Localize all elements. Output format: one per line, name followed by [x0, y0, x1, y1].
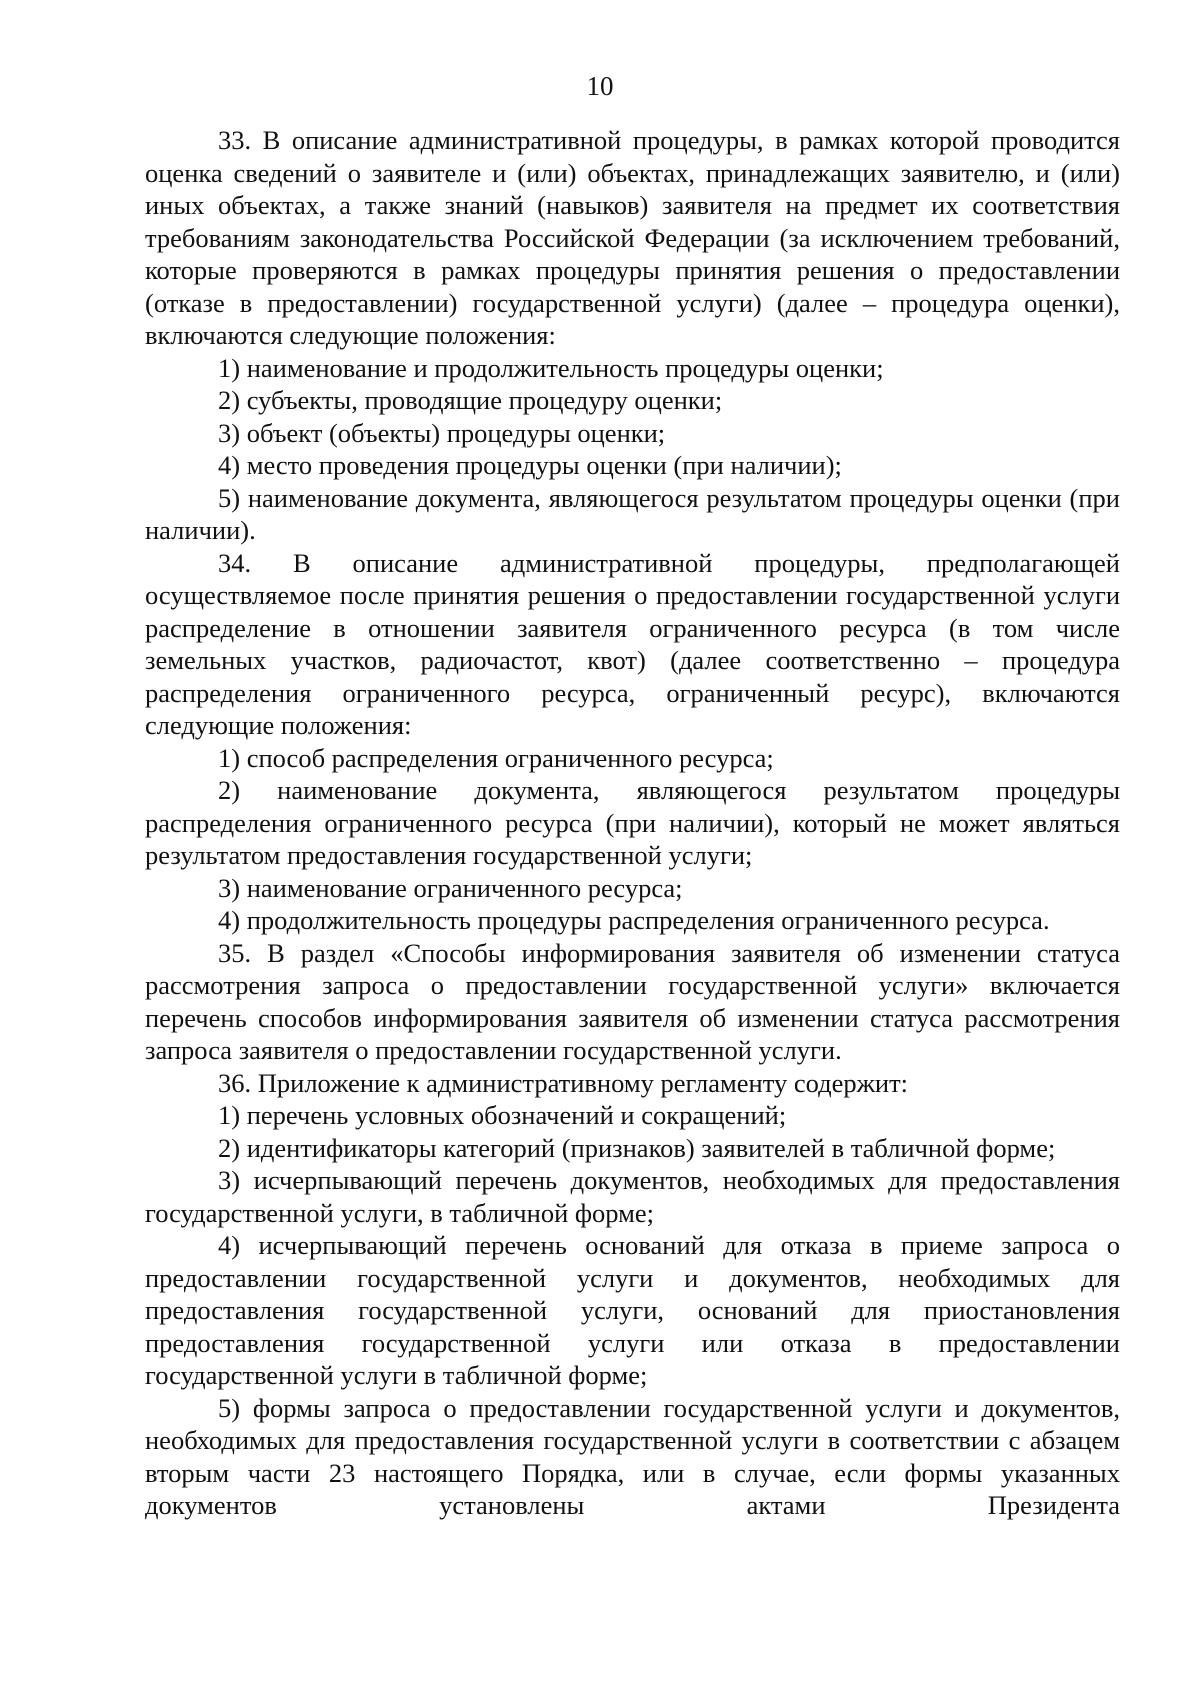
list-item: 4) место проведения процедуры оценки (при наличии); — [218, 450, 842, 480]
list-item: 1) наименование и продолжительность процедуры оценки; — [218, 352, 884, 383]
paragraph-35: 35. В раздел «Способы информирования заявителя об изменении статуса рассмотрения запроса о предоставлении государственной услуги» включается перечень способов информирования заявителя об изменении статуса рассмотрения запроса заявителя о предоставлении государственной услуги. — [145, 937, 1120, 1065]
list-item: 3) исчерпывающий перечень документов, необходимых для предоставления государственной услуги, в табличной форме; — [145, 1165, 1120, 1228]
paragraph-36: 36. Приложение к административному регламенту содержит: — [218, 1067, 909, 1098]
page-number: 10 — [586, 71, 614, 101]
list-item: 2) субъекты, проводящие процедуру оценки; — [218, 385, 723, 415]
list-item: 2) идентификаторы категорий (признаков) заявителей в табличной форме; — [218, 1132, 1056, 1163]
list-item: 3) наименование ограниченного ресурса; — [218, 872, 683, 903]
paragraph-34: 34. В описание административной процедуры, предполагающей осуществляемое после принятия решения о предоставлении государственной услуги распределение в отношении заявителя ограниченного ресурса (в том числе земельных участков, радиочастот, квот) (далее соответственно – процедура распределения ограниченного ресурса, ограниченный ресурс), включаются следующие положения: — [145, 547, 1120, 740]
list-item: 4) продолжительность процедуры распределения ограниченного ресурса. — [218, 905, 1050, 935]
list-item: 5) наименование документа, являющегося результатом процедуры оценки (при наличии). — [145, 482, 1120, 545]
list-item: 4) исчерпывающий перечень оснований для отказа в приеме запроса о предоставлении государственной услуги и документов, необходимых для предоставления государственной услуги, оснований для приостановления предоставления государственной услуги или отказа в предоставлении государственной услуги в табличной форме; — [145, 1230, 1120, 1390]
paragraph-33: 33. В описание административной процедуры, в рамках которой проводится оценка сведений о заявителе и (или) объектах, принадлежащих заявителю, и (или) иных объектах, а также знаний (навыков) заявителя на предмет их соответствия требованиям законодательства Российской Федерации (за исключением требований, которые проверяются в рамках процедуры принятия решения о предоставлении (отказе в предоставлении) государственной услуги) (далее – процедура оценки), включаются следующие положения: — [145, 125, 1120, 350]
list-item: 1) способ распределения ограниченного ресурса; — [218, 742, 774, 773]
list-item: 5) формы запроса о предоставлении государственной услуги и документов, необходимых для предоставления государственной услуги в соответствии с абзацем вторым части 23 настоящего Порядка, или в случае, если формы указанных документов установлены актами Президента — [145, 1392, 1120, 1520]
document-body — [145, 124, 1120, 1522]
list-item: 2) наименование документа, являющегося результатом процедуры распределения ограниченного ресурса (при наличии), который не может являться результатом предоставления государственной услуги; — [145, 775, 1120, 870]
list-item: 1) перечень условных обозначений и сокращений; — [218, 1100, 787, 1130]
list-item: 3) объект (объекты) процедуры оценки; — [218, 417, 666, 448]
